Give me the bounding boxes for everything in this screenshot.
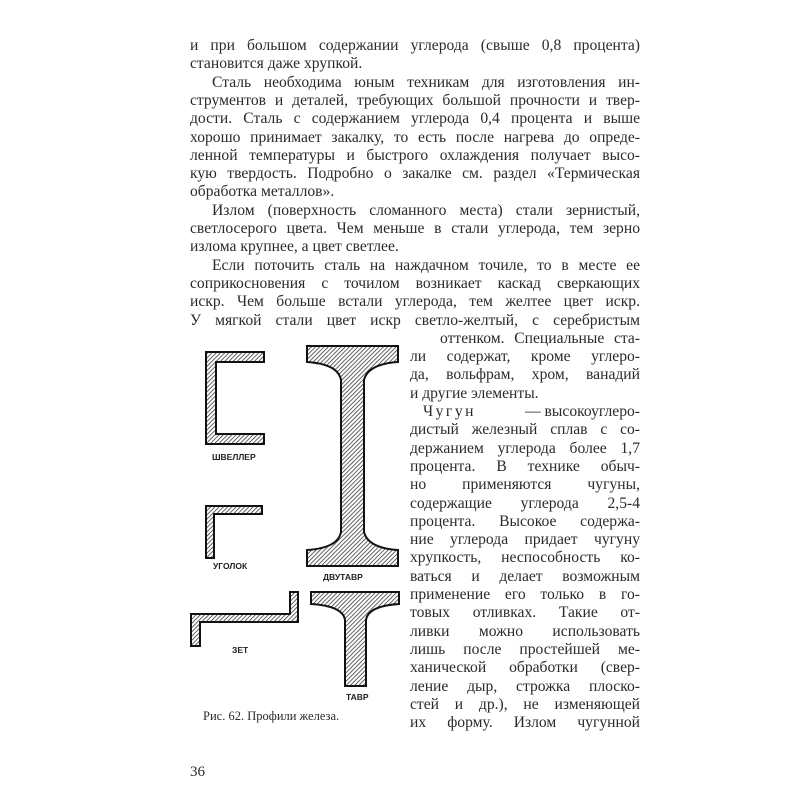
text-line: товых отливках. Такие от- (410, 604, 640, 622)
label-channel: ШВЕЛЛЕР (212, 452, 256, 462)
text-line: Сталь необходима юным техникам для изготовления ин- (212, 73, 640, 91)
text-line: искр. Чем больше встали углерода, тем желтее цвет искр. (190, 293, 640, 311)
term-chugun: Чугун (423, 403, 476, 420)
text-line: становится даже хрупкой. (190, 55, 363, 73)
text-line: ление дыр, строжка плоско- (410, 677, 640, 695)
text-line: ханической обработки (свер- (410, 659, 640, 677)
text-line: лишь после простейшей ме- (410, 640, 640, 658)
text-line: содержащие углерода 2,5-4 (410, 494, 640, 512)
text-line: ленной температуры и быстрого охлаждения получает высо- (190, 146, 640, 164)
text-line: хрупкость, неспособность ко- (410, 549, 640, 567)
text-line: струментов и деталей, требующих большой прочности и твер- (190, 91, 640, 109)
text-line: Если поточить сталь на наждачном точиле, то в месте ее (212, 256, 640, 274)
label-z: ЗЕТ (232, 645, 249, 655)
tee-profile (311, 592, 399, 686)
z-profile (191, 592, 298, 646)
label-angle: УГОЛОК (213, 561, 248, 571)
text-line: кую твердость. Подробно о закалке см. раздел «Термическая (190, 165, 640, 183)
text-line: излома крупнее, а цвет светлее. (190, 238, 399, 256)
text-line: их форму. Излом чугунной (410, 714, 640, 732)
text-line: но применяются чугуны, (410, 476, 640, 494)
text-line: дости. Сталь с содержанием углерода 0,4 процента и выше (190, 110, 640, 128)
label-tee: ТАВР (346, 692, 369, 700)
figure-caption: Рис. 62. Профили железа. (203, 709, 340, 723)
channel-profile (206, 352, 264, 444)
text-line (423, 403, 640, 421)
text-line: соприкосновения с точилом возникает каскад сверкающих (190, 274, 640, 292)
page-number: 36 (190, 764, 205, 780)
text-line: держанием углерода более 1,7 (410, 439, 640, 457)
angle-profile (206, 506, 262, 558)
text-line: стей и др.), не изменяющей (410, 695, 640, 713)
text-line: хорошо принимает закалку, то есть после нагрева до опреде- (190, 128, 640, 146)
figure-iron-profiles (185, 340, 405, 700)
text-fragment: — высокоуглеро- (525, 403, 640, 420)
text-line: обработка металлов». (190, 183, 335, 201)
text-line: ваться и делает возможным (410, 567, 640, 585)
text-line: да, вольфрам, хром, ванадий (410, 366, 640, 384)
text-line: светлосерого цвета. Чем меньше в стали углерода, тем зерно (190, 220, 640, 237)
text-line: и при большом содержании углерода (свыше 0,8 процента) (190, 37, 640, 54)
text-line: и другие элементы. (410, 384, 539, 402)
text-line: ние углерода придает чугуну (410, 531, 640, 549)
label-i-beam: ДВУТАВР (323, 572, 363, 582)
text-line: процента. Высокое содержа- (410, 512, 640, 530)
text-line: процента. В технике обыч- (410, 457, 640, 475)
text-line: ливки можно использовать (410, 622, 640, 640)
text-line: ли содержат, кроме углеро- (410, 348, 640, 366)
text-line: оттенком. Специальные ста- (440, 329, 640, 347)
text-line: дистый железный сплав с со- (410, 421, 640, 439)
i-beam-profile (307, 346, 398, 566)
text-line: применение его только в го- (410, 586, 640, 603)
text-line: У мягкой стали цвет искр светло-желтый, с серебристым (190, 311, 640, 329)
text-line: Излом (поверхность сломанного места) стали зернистый, (212, 201, 640, 219)
